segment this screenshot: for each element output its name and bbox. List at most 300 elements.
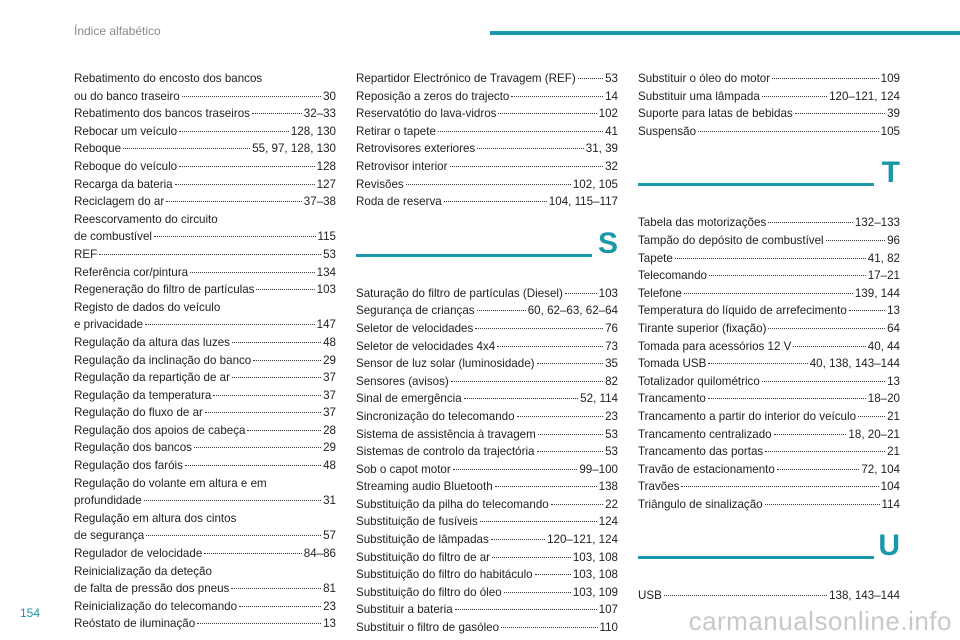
dot-leader <box>464 398 578 399</box>
entry-pages: 105 <box>880 124 900 138</box>
entry-pages: 72, 104 <box>861 462 900 476</box>
entry-last-line <box>74 88 336 106</box>
entry-term-line: Reescorvamento do circuito <box>74 212 218 226</box>
dot-leader <box>768 328 885 329</box>
dot-leader <box>537 451 604 452</box>
entry-term: Substituição do filtro do habitáculo <box>356 568 533 582</box>
entry-last-line <box>74 123 336 141</box>
entry-term: Tampão do depósito de combustível <box>638 233 824 247</box>
entry-last-line <box>638 478 900 496</box>
entry-last-line <box>638 461 900 479</box>
index-entry <box>74 387 336 405</box>
entry-last-line <box>74 140 336 158</box>
entry-last-line <box>638 88 900 106</box>
entry-last-line <box>356 140 618 158</box>
entry-last-line <box>356 390 618 408</box>
entry-pages: 99–100 <box>579 462 618 476</box>
index-entry <box>638 232 900 250</box>
entry-pages: 127 <box>316 177 336 191</box>
entry-last-line <box>74 615 336 633</box>
entry-term: Substituir o óleo do motor <box>638 72 771 85</box>
dot-leader <box>709 275 866 276</box>
dot-leader <box>253 360 321 361</box>
dot-leader <box>477 148 584 149</box>
entry-pages: 17–21 <box>867 269 900 283</box>
index-entry <box>74 299 336 334</box>
entry-pages: 22 <box>605 497 618 511</box>
dot-leader <box>232 377 321 378</box>
entry-pages: 115 <box>317 230 336 244</box>
entry-term: Temperatura do líquido de arrefecimento <box>638 304 847 318</box>
entry-term: Travão de estacionamento <box>638 462 775 476</box>
entry-term: Substituir uma lâmpada <box>638 89 760 103</box>
entry-last-line <box>356 478 618 496</box>
index-entry <box>356 355 618 373</box>
index-entry <box>356 105 618 123</box>
index-entry <box>74 176 336 194</box>
dot-leader <box>517 416 604 417</box>
entry-last-line <box>638 355 900 373</box>
dot-leader <box>194 447 321 448</box>
dot-leader <box>684 293 853 294</box>
index-entry <box>74 264 336 282</box>
index-entry <box>356 373 618 391</box>
index-entry <box>356 443 618 461</box>
entry-term: Regulador de velocidade <box>74 547 203 561</box>
dot-leader <box>491 539 545 540</box>
entry-pages: 31 <box>323 494 336 508</box>
entry-last-line <box>74 457 336 475</box>
entry-pages: 13 <box>887 374 900 388</box>
entry-last-line <box>356 426 618 444</box>
entry-pages: 41 <box>605 124 618 138</box>
entry-pages: 57 <box>323 529 336 543</box>
dot-leader <box>774 434 847 435</box>
entry-term-line: Registo de dados do veículo <box>74 300 221 314</box>
entry-term-line: Reinicialização da deteção <box>74 564 212 578</box>
entry-last-line <box>638 232 900 250</box>
dot-leader <box>444 201 547 202</box>
entry-term: Regulação da inclinação do banco <box>74 353 252 367</box>
entry-pages: 37 <box>323 406 336 420</box>
dot-leader <box>205 412 321 413</box>
entry-last-line <box>356 105 618 123</box>
section-header-s <box>356 227 618 277</box>
entry-last-line <box>356 619 618 637</box>
page-number: 154 <box>20 606 41 620</box>
dot-leader <box>777 469 859 470</box>
entry-last-line <box>356 549 618 567</box>
entry-last-line <box>74 545 336 563</box>
entry-term: REF <box>74 247 98 261</box>
entry-last-line <box>74 176 336 194</box>
entry-pages: 21 <box>887 409 900 423</box>
entry-term: Reboque do veículo <box>74 159 178 173</box>
page-header-title: Índice alfabético <box>74 24 161 38</box>
dot-leader <box>123 148 250 149</box>
entry-term: Reinicialização do telecomando <box>74 599 238 613</box>
entry-last-line <box>74 264 336 282</box>
entry-pages: 138, 143–144 <box>829 589 900 603</box>
entry-pages: 104 <box>880 480 900 494</box>
dot-leader <box>698 131 879 132</box>
index-entry <box>356 531 618 549</box>
index-column-2 <box>356 70 618 637</box>
entry-term: Tapete <box>638 251 673 265</box>
entry-pages: 60, 62–63, 62–64 <box>527 304 618 318</box>
entry-last-line <box>74 527 336 545</box>
dot-leader <box>849 310 885 311</box>
dot-leader <box>166 201 302 202</box>
index-entry <box>356 338 618 356</box>
index-entry <box>74 510 336 545</box>
entry-pages: 102 <box>598 107 618 121</box>
entry-pages: 103, 108 <box>572 568 618 582</box>
index-entry <box>74 211 336 246</box>
entry-pages: 103 <box>316 283 336 297</box>
entry-last-line <box>638 496 900 514</box>
entry-term: Suspensão <box>638 124 697 138</box>
entry-last-line <box>638 70 900 88</box>
entry-pages: 107 <box>598 603 618 617</box>
index-entry <box>356 88 618 106</box>
entry-term: Retrovisores exteriores <box>356 142 476 156</box>
index-entry <box>356 158 618 176</box>
entry-term: Reóstato de iluminação <box>74 617 196 631</box>
entry-last-line <box>638 285 900 303</box>
entry-term: Seletor de velocidades 4x4 <box>356 339 496 353</box>
index-entry <box>356 549 618 567</box>
entry-term: Reciclagem do ar <box>74 195 165 209</box>
entry-pages: 76 <box>605 321 618 335</box>
index-entry <box>638 214 900 232</box>
entry-pages: 134 <box>316 265 336 279</box>
dot-leader <box>537 363 604 364</box>
entry-term: Suporte para latas de bebidas <box>638 107 793 121</box>
entry-pages: 103, 108 <box>572 550 618 564</box>
index-entry <box>638 426 900 444</box>
index-entry <box>356 176 618 194</box>
section-letter: S <box>597 226 618 260</box>
entry-pages: 37 <box>323 388 336 402</box>
entry-pages: 96 <box>887 233 900 247</box>
entry-term: Rebatimento dos bancos traseiros <box>74 107 250 121</box>
entry-last-line <box>356 496 618 514</box>
dot-leader <box>497 346 603 347</box>
dot-leader <box>99 254 321 255</box>
entry-term: Reboque <box>74 142 122 156</box>
entry-term: USB <box>638 589 662 603</box>
entry-pages: 53 <box>605 72 618 85</box>
dot-leader <box>175 184 315 185</box>
entry-last-line <box>638 105 900 123</box>
index-entry <box>74 70 336 105</box>
entry-pages: 14 <box>605 89 618 103</box>
entry-last-line <box>74 246 336 264</box>
entry-pages: 103 <box>598 286 618 300</box>
entry-term: Retrovisor interior <box>356 159 448 173</box>
entry-last-line <box>356 373 618 391</box>
dot-leader <box>765 451 885 452</box>
entry-last-line <box>74 193 336 211</box>
entry-last-line <box>74 387 336 405</box>
entry-pages: 29 <box>323 353 336 367</box>
entry-pages: 21 <box>887 445 900 459</box>
entry-pages: 18–20 <box>867 392 900 406</box>
entry-pages: 120–121, 124 <box>829 89 900 103</box>
entry-pages: 29 <box>323 441 336 455</box>
entry-term: Substituição do filtro de ar <box>356 550 491 564</box>
entry-pages: 48 <box>323 335 336 349</box>
index-entry <box>74 369 336 387</box>
index-entry <box>74 158 336 176</box>
index-entry <box>74 563 336 598</box>
dot-leader <box>826 240 885 241</box>
entry-last-line <box>638 214 900 232</box>
entry-last-line <box>74 439 336 457</box>
entry-last-line <box>638 408 900 426</box>
entry-last-line <box>638 267 900 285</box>
entry-pages: 138 <box>598 480 618 494</box>
entry-pages: 81 <box>323 582 336 596</box>
entry-term: Substituição do filtro do óleo <box>356 585 502 599</box>
entry-last-line <box>356 443 618 461</box>
entry-term: Substituição de lâmpadas <box>356 533 489 547</box>
entry-term: Segurança de crianças <box>356 304 475 318</box>
entry-last-line <box>638 302 900 320</box>
entry-pages: 73 <box>605 339 618 353</box>
dot-leader <box>675 258 866 259</box>
index-entry <box>356 320 618 338</box>
index-entry <box>74 281 336 299</box>
entry-term: Totalizador quilométrico <box>638 374 760 388</box>
dot-leader <box>501 627 597 628</box>
entry-last-line <box>638 123 900 141</box>
entry-last-line <box>638 587 900 605</box>
entry-last-line <box>356 193 618 211</box>
entry-last-line <box>638 250 900 268</box>
entry-term: Retirar o tapete <box>356 124 436 138</box>
entry-pages: 52, 114 <box>580 392 618 406</box>
index-entry <box>74 545 336 563</box>
index-column-3 <box>638 70 900 605</box>
entry-term: Substituir a bateria <box>356 603 453 617</box>
entry-term: Trancamento a partir do interior do veículo <box>638 409 857 423</box>
entry-pages: 55, 97, 128, 130 <box>252 142 336 156</box>
index-entry <box>74 439 336 457</box>
index-entry <box>74 457 336 475</box>
entry-pages: 132–133 <box>854 216 900 230</box>
entry-term: Telefone <box>638 286 682 300</box>
entry-pages: 147 <box>316 318 336 332</box>
entry-term: Tirante superior (fixação) <box>638 321 767 335</box>
entry-term-line: Regulação em altura dos cintos <box>74 511 237 525</box>
index-entry <box>356 513 618 531</box>
entry-term: Trancamento <box>638 392 706 406</box>
entry-term: Substituir o filtro de gasóleo <box>356 621 500 635</box>
index-entry <box>356 619 618 637</box>
entry-pages: 120–121, 124 <box>547 533 618 547</box>
entry-last-line <box>356 566 618 584</box>
entry-term: e privacidade <box>74 318 143 332</box>
dot-leader <box>565 293 597 294</box>
index-entry <box>74 422 336 440</box>
entry-last-line <box>356 88 618 106</box>
entry-last-line <box>74 281 336 299</box>
dot-leader <box>793 346 865 347</box>
entry-pages: 104, 115–117 <box>548 195 618 209</box>
dot-leader <box>406 184 571 185</box>
entry-pages: 30 <box>323 89 336 103</box>
entry-term: Regulação da repartição de ar <box>74 371 230 385</box>
entry-last-line <box>356 461 618 479</box>
entry-pages: 13 <box>887 304 900 318</box>
dot-leader <box>681 486 878 487</box>
entry-pages: 31, 39 <box>585 142 618 156</box>
entry-last-line <box>356 320 618 338</box>
dot-leader <box>578 78 603 79</box>
dot-leader <box>535 574 571 575</box>
entry-pages: 40, 44 <box>867 339 900 353</box>
entry-pages: 35 <box>605 357 618 371</box>
dot-leader <box>204 553 301 554</box>
index-entry <box>74 475 336 510</box>
entry-last-line <box>356 176 618 194</box>
entry-last-line <box>356 408 618 426</box>
entry-pages: 23 <box>605 409 618 423</box>
dot-leader <box>197 623 321 624</box>
entry-term: Travões <box>638 480 680 494</box>
index-entry <box>356 478 618 496</box>
index-entry <box>638 267 900 285</box>
dot-leader <box>179 131 289 132</box>
dot-leader <box>475 328 603 329</box>
index-entry <box>638 587 900 605</box>
dot-leader <box>480 521 597 522</box>
entry-pages: 139, 144 <box>854 286 900 300</box>
entry-last-line <box>74 422 336 440</box>
entry-term: Sinal de emergência <box>356 392 462 406</box>
index-entry <box>74 615 336 633</box>
entry-term: Regulação dos faróis <box>74 459 183 473</box>
entry-last-line <box>356 302 618 320</box>
entry-last-line <box>638 426 900 444</box>
index-entry <box>638 373 900 391</box>
dot-leader <box>538 434 603 435</box>
entry-term: Roda de reserva <box>356 195 442 209</box>
dot-leader <box>708 363 807 364</box>
entry-term: de combustível <box>74 230 152 244</box>
entry-pages: 110 <box>599 621 618 635</box>
entry-term: Sensores (avisos) <box>356 374 449 388</box>
index-entry <box>74 193 336 211</box>
index-entry <box>638 105 900 123</box>
entry-term: Regulação dos bancos <box>74 441 192 455</box>
index-entry <box>356 566 618 584</box>
dot-leader <box>247 430 321 431</box>
index-entry <box>356 390 618 408</box>
index-entry <box>638 408 900 426</box>
entry-pages: 53 <box>605 445 618 459</box>
entry-last-line <box>74 492 336 510</box>
entry-last-line <box>638 373 900 391</box>
dot-leader <box>762 96 827 97</box>
entry-term: Regulação do fluxo de ar <box>74 406 203 420</box>
index-entry <box>356 193 618 211</box>
entry-last-line <box>74 352 336 370</box>
entry-pages: 37–38 <box>303 195 336 209</box>
entry-term: Recarga da bateria <box>74 177 173 191</box>
dot-leader <box>498 113 596 114</box>
section-header-t <box>638 156 900 206</box>
dot-leader <box>765 504 880 505</box>
dot-leader <box>858 416 885 417</box>
dot-leader <box>492 557 571 558</box>
index-entry <box>356 140 618 158</box>
index-entry <box>74 334 336 352</box>
entry-term: Regulação dos apoios de cabeça <box>74 423 246 437</box>
dot-leader <box>144 500 321 501</box>
entry-term: Seletor de velocidades <box>356 321 474 335</box>
entry-last-line <box>74 228 336 246</box>
index-entry <box>74 246 336 264</box>
dot-leader <box>185 465 321 466</box>
entry-term: Substituição da pilha do telecomando <box>356 497 549 511</box>
entry-last-line <box>638 390 900 408</box>
entry-term: Sensor de luz solar (luminosidade) <box>356 357 535 371</box>
entry-last-line <box>74 334 336 352</box>
entry-term: Regulação da temperatura <box>74 388 212 402</box>
section-divider <box>356 254 592 257</box>
index-entry <box>638 338 900 356</box>
entry-term-line: Regulação do volante em altura e em <box>74 476 267 490</box>
dot-leader <box>768 222 853 223</box>
entry-last-line <box>356 513 618 531</box>
entry-last-line <box>74 598 336 616</box>
entry-term: Reposição a zeros do trajecto <box>356 89 510 103</box>
index-entry <box>638 88 900 106</box>
entry-term: Rebocar um veículo <box>74 124 178 138</box>
entry-term: Reservatótio do lava-vidros <box>356 107 497 121</box>
entry-pages: 103, 109 <box>572 585 618 599</box>
entry-last-line <box>638 320 900 338</box>
dot-leader <box>182 96 321 97</box>
entry-term: Substituição de fusíveis <box>356 515 478 529</box>
index-entry <box>356 123 618 141</box>
entry-pages: 32 <box>605 159 618 173</box>
entry-last-line <box>356 338 618 356</box>
dot-leader <box>190 272 315 273</box>
dot-leader <box>772 78 879 79</box>
entry-pages: 23 <box>323 599 336 613</box>
entry-last-line <box>74 105 336 123</box>
entry-term: Sob o capot motor <box>356 462 451 476</box>
entry-term: Regeneração do filtro de partículas <box>74 283 255 297</box>
entry-pages: 18, 20–21 <box>848 427 900 441</box>
dot-leader <box>795 113 885 114</box>
index-entry <box>356 70 618 88</box>
entry-term: Regulação da altura das luzes <box>74 335 230 349</box>
entry-term: Tomada para acessórios 12 V <box>638 339 792 353</box>
dot-leader <box>239 606 321 607</box>
section-letter: U <box>878 529 900 563</box>
index-entry <box>638 70 900 88</box>
dot-leader <box>213 395 321 396</box>
dot-leader <box>438 131 603 132</box>
dot-leader <box>453 469 578 470</box>
entry-term: Repartidor Electrónico de Travagem (REF) <box>356 72 576 85</box>
entry-last-line <box>74 404 336 422</box>
